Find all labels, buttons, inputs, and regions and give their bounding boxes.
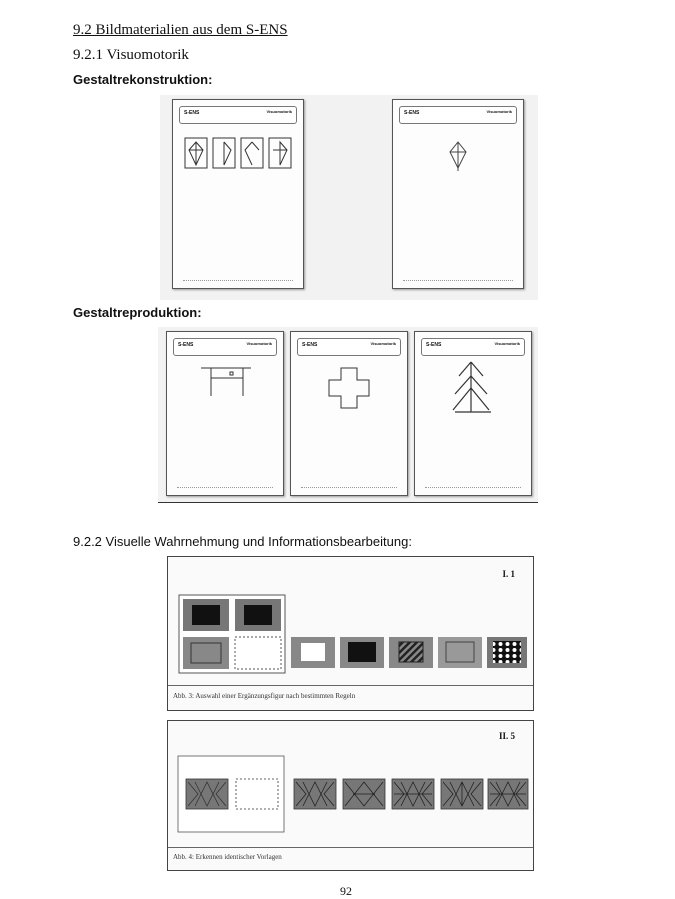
- cross-graphic: [325, 364, 373, 412]
- kite-parts-graphic: [183, 136, 295, 172]
- figure-ex1-graphic: [168, 557, 533, 687]
- sheet-table: [166, 331, 284, 496]
- sheet-module: Visuomotorik: [246, 341, 272, 346]
- sheet-module: Visuomotorik: [486, 109, 512, 114]
- item-label-ex2: II. 5: [498, 731, 515, 741]
- sheet-brand: S-ENS: [184, 110, 200, 116]
- figure-ex2-caption: Abb. 4: Erkennen identischer Vorlagen: [173, 853, 282, 861]
- figure-ex1-caption: Abb. 3: Auswahl einer Ergänzungsfigur nach bestimmten Regeln: [173, 692, 356, 700]
- kite-graphic: [448, 140, 468, 172]
- sheet-brand: S-ENS: [302, 342, 318, 348]
- sheet-module: Visuomotorik: [494, 341, 520, 346]
- sheet-brand: S-ENS: [404, 110, 420, 116]
- table-graphic: [197, 362, 255, 398]
- sheet-brand: S-ENS: [178, 342, 194, 348]
- gestaltreproduktion-scan: [158, 327, 538, 503]
- figure-ex2: [167, 720, 534, 871]
- figure-ex1: [167, 556, 534, 711]
- gestaltreproduktion-heading: Gestaltreproduktion:: [73, 305, 202, 320]
- section-heading: 9.2 Bildmaterialien aus dem S-ENS: [73, 22, 288, 38]
- tree-graphic: [449, 358, 497, 418]
- sheet-cross: [290, 331, 408, 496]
- visuelle-wahrnehmung-heading: 9.2.2 Visuelle Wahrnehmung und Informationsbearbeitung:: [73, 534, 412, 549]
- sheet-brand: S-ENS: [426, 342, 442, 348]
- sheet-module: Visuomotorik: [370, 341, 396, 346]
- sheet-tree: [414, 331, 532, 496]
- item-label-ex1: I. 1: [502, 569, 515, 579]
- gestaltrekonstruktion-heading: Gestaltrekonstruktion:: [73, 72, 213, 87]
- page-number: 92: [340, 884, 352, 898]
- sheet-kite-parts: [172, 99, 304, 289]
- figure-ex2-graphic: [168, 721, 533, 846]
- sheet-kite-model: [392, 99, 524, 289]
- gestaltrekonstruktion-scan: [160, 95, 538, 300]
- subsection-heading: 9.2.1 Visuomotorik: [73, 47, 189, 63]
- sheet-module: Visuomotorik: [266, 109, 292, 114]
